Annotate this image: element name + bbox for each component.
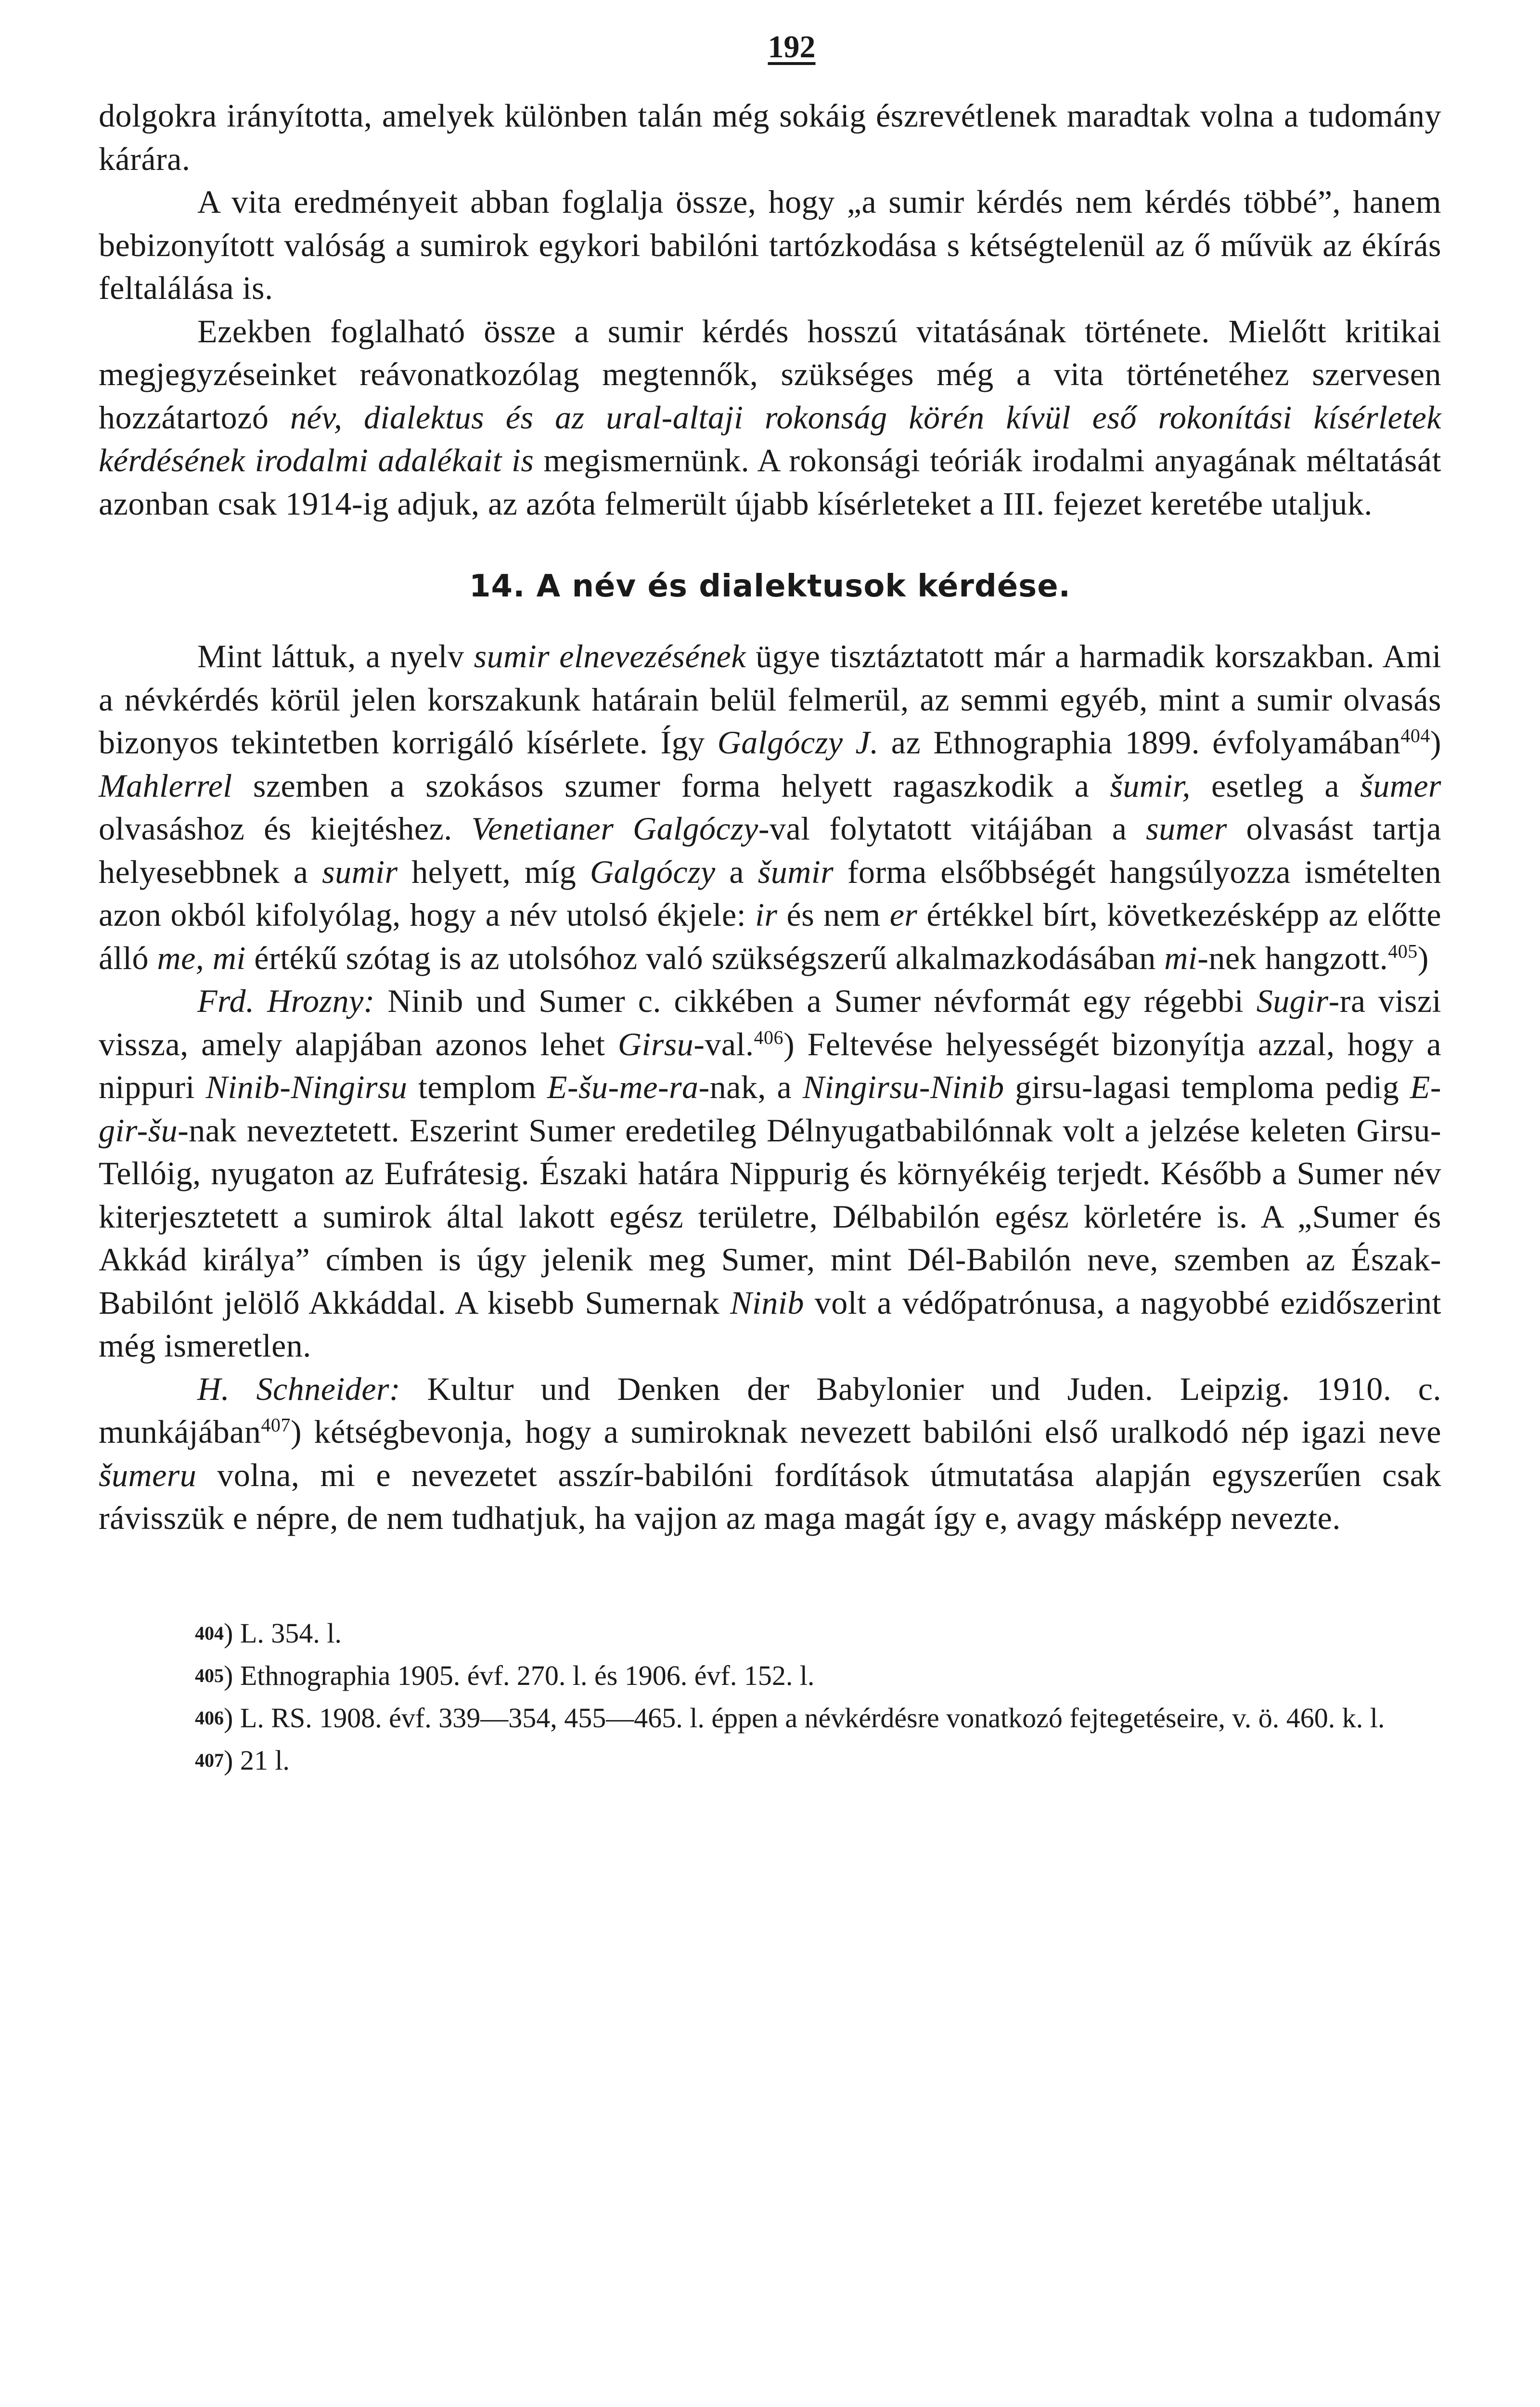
text: Ninib und Sumer c. cikkében a Sumer névformát egy régebbi <box>374 983 1257 1019</box>
footnote <box>99 1697 1441 1739</box>
emphasis: šumer <box>1360 767 1441 804</box>
footnote-number: 406 <box>195 1707 224 1729</box>
emphasis: Girsu <box>617 1025 694 1062</box>
text: girsu-lagasi temploma pedig <box>1004 1069 1410 1105</box>
emphasis: Galgóczy J. <box>717 724 879 761</box>
paragraph-text: Ezekben foglalható össze a sumir kérdés hosszú vitatásának története. Mielőtt kritikai megjegyzéseinket reávonatkozólag megtennők, szükséges még a vita történetéhez szervesen hozzátartozó <box>99 312 1441 436</box>
emphasis: Ninib <box>730 1284 804 1321</box>
text: ügye tisztáztatott már a harmadik korszakban. Ami a névkérdés körül jelen korszakunk határain belül felmerül, az semmi egyéb, mint a sumir olvasás bizonyos tekintetben korrigáló kísérlete. Így <box>99 638 1441 761</box>
text: ) <box>1430 724 1441 761</box>
text: -nek hangzott. <box>1197 939 1388 976</box>
footnote-number: 404 <box>195 1622 224 1644</box>
emphasis: Frd. Hrozny: <box>197 983 375 1019</box>
text: -nak, a <box>698 1069 803 1105</box>
text: olvasáshoz és kiejtéshez. <box>99 810 472 847</box>
text: és nem <box>777 896 890 933</box>
footnote <box>99 1655 1441 1697</box>
text: volna, mi e nevezetet asszír-babilóni fordítások útmutatása alapján egyszerűen csak rávisszük e népre, de nem tudhatjuk, ha vajjon az maga magát így e, avagy másképp nevezte. <box>99 1456 1441 1536</box>
footnote-ref: 407 <box>261 1414 291 1436</box>
emphasis: mi <box>1164 939 1198 976</box>
document-page <box>99 29 1441 1782</box>
footnote-ref: 405 <box>1388 940 1418 962</box>
emphasis: E-šu-me-ra <box>547 1069 699 1105</box>
footnote-text: ) 21 l. <box>224 1744 290 1776</box>
text: -val folytatott vitájában a <box>758 810 1146 847</box>
paragraph <box>99 980 1441 1368</box>
paragraph <box>99 181 1441 310</box>
text: ) Feltevése helyességét bizonyítja azzal, hogy a nippuri <box>99 1025 1441 1105</box>
paragraph <box>99 310 1441 526</box>
footnote-text: ) L. RS. 1908. évf. 339—354, 455—465. l. éppen a névkérdésre vonatkozó fejtegetéseire, v. ö. 460. k. l. <box>224 1702 1385 1734</box>
text: az Ethnographia 1899. évfolyamában <box>878 724 1401 761</box>
footnote-ref: 406 <box>754 1026 783 1048</box>
text: helyett, míg <box>398 853 590 890</box>
text: olvasást tartja helyesebbnek a <box>99 810 1442 890</box>
emphasis: er <box>889 896 918 933</box>
text: Kultur und Denken der Babylonier und Juden. Leipzig. 1910. c. munkájában <box>99 1370 1441 1450</box>
text: templom <box>407 1069 547 1105</box>
footnotes <box>99 1612 1441 1782</box>
paragraph <box>99 1368 1441 1540</box>
text: a <box>715 853 758 890</box>
paragraph-text: megismernünk. A rokonsági teóriák irodalmi anyagának méltatását azonban csak 1914-ig adjuk, az azóta felmerült újabb kísérleteket a III. fejezet keretébe utaljuk. <box>99 442 1441 522</box>
footnote-number: 405 <box>195 1664 224 1686</box>
emphasis: sumer <box>1146 810 1227 847</box>
text: -nak neveztetett. Eszerint Sumer eredetileg Délnyugatbabilónnak volt a jelzése keleten Girsu-Tellóig, nyugaton az Eufrátesig. Északi határa Nippurig és környékéig terjedt. Később a Sumer név kiterjesztetett a sumirok által lakott egész területre, Délbabilón egész körletére is. A „Sumer és Akkád királya” címben is úgy jelenik meg Sumer, mint Dél-Babilón neve, szemben az Észak-Babilónt jelölő Akkáddal. A kisebb Sumernak <box>99 1112 1441 1321</box>
emphasis: ir <box>755 896 778 933</box>
body-text <box>99 94 1441 1540</box>
text: szemben a szokásos szumer forma helyett ragaszkodik a <box>232 767 1110 804</box>
text: ) kétségbevonja, hogy a sumiroknak nevezett babilóni első uralkodó nép igazi neve <box>290 1413 1441 1450</box>
paragraph <box>99 635 1441 980</box>
emphasis: Mahlerrel <box>99 767 232 804</box>
emphasis: šumeru <box>99 1456 197 1493</box>
emphasis: Ningirsu-Ninib <box>802 1069 1004 1105</box>
paragraph-text: A vita eredményeit abban foglalja össze, hogy „a sumir kérdés nem kérdés többé”, hanem bebizonyított valóság a sumirok egykori babilóni tartózkodása s kétségtelenül az ő művük az ékírás feltalálása is. <box>99 183 1441 306</box>
paragraph-text: dolgokra irányította, amelyek különben talán még sokáig észrevétlenek maradtak volna a tudomány kárára. <box>99 97 1441 177</box>
section-heading: 14. A név és dialektusok kérdése. <box>469 569 1071 604</box>
text: forma elsőbbségét hangsúlyozza ismételten azon okból kifolyólag, hogy a név utolsó ékjele: <box>99 853 1442 933</box>
paragraph <box>99 94 1441 181</box>
emphasis: Venetianer Galgóczy <box>471 810 758 847</box>
text: Mint láttuk, a nyelv <box>197 638 474 674</box>
text: volt a védőpatrónusa, a nagyobbé ezidőszerint még ismeretlen. <box>99 1284 1441 1364</box>
footnote-text: ) L. 354. l. <box>224 1617 342 1649</box>
emphasis: šumir, <box>1110 767 1191 804</box>
footnote <box>99 1739 1441 1782</box>
emphasis: me, mi <box>157 939 246 976</box>
text: ) <box>1417 939 1429 976</box>
footnote-ref: 404 <box>1400 725 1430 747</box>
footnote-text: ) Ethnographia 1905. évf. 270. l. és 1906. évf. 152. l. <box>224 1659 815 1691</box>
emphasis: sumir elnevezésének <box>474 638 746 674</box>
emphasis: sumir <box>322 853 398 890</box>
emphasis: šumir <box>757 853 834 890</box>
emphasis: H. Schneider: <box>197 1370 401 1407</box>
page-number: 192 <box>768 29 816 65</box>
emphasis: Sugir <box>1256 983 1329 1019</box>
emphasis: E-gir-šu <box>99 1069 1442 1149</box>
footnote <box>99 1612 1441 1655</box>
text: értékkel bírt, következésképp az előtte álló <box>99 896 1442 976</box>
emphasis: Galgóczy <box>590 853 716 890</box>
text: esetleg a <box>1190 767 1360 804</box>
text: -ra viszi vissza, amely alapjában azonos lehet <box>99 983 1442 1062</box>
footnote-number: 407 <box>195 1749 224 1771</box>
emphasis: Ninib-Ningirsu <box>205 1069 408 1105</box>
text: értékű szótag is az utolsóhoz való szükségszerű alkalmazkodásában <box>245 939 1165 976</box>
text: -val. <box>693 1025 754 1062</box>
emphasis: név, dialektus és az ural-altaji rokonság körén kívül eső rokonítási kísérletek kérdésének irodalmi adalékait is <box>99 399 1441 479</box>
